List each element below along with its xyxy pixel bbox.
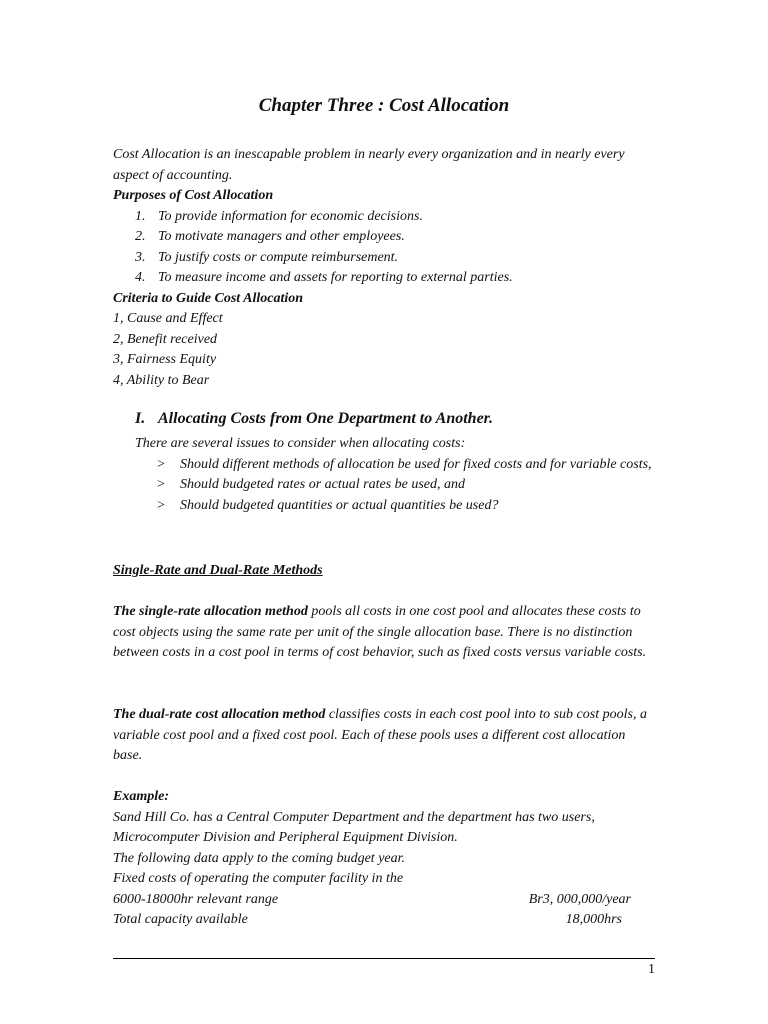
intro-block: [113, 145, 643, 391]
list-number: 2.: [135, 229, 146, 244]
section-body: [113, 434, 653, 516]
criteria-list: [113, 309, 643, 391]
criteria-item: 2, Benefit received: [113, 331, 218, 347]
criteria-item: 3, Fairness Equity: [113, 352, 217, 367]
list-item: [113, 268, 643, 289]
section-heading: [113, 410, 653, 434]
bullet-marker: >: [157, 456, 165, 472]
list-text: Should different methods of allocation be used for fixed costs and for variable costs,: [180, 456, 652, 472]
list-text: To measure income and assets for reporting to external parties.: [158, 270, 513, 285]
intro-paragraph: Cost Allocation is an inescapable problem in nearly every organization and in nearly every aspect of accounting.: [113, 147, 625, 183]
purposes-list: [113, 207, 643, 289]
bullet-marker: >: [157, 497, 165, 513]
page-number: 1: [648, 962, 655, 977]
list-text: Should budgeted rates or actual rates be used, and: [180, 477, 466, 492]
data-row: [113, 910, 653, 931]
example-line: The following data apply to the coming budget year.: [113, 850, 406, 866]
dual-rate-term: The dual-rate cost allocation method: [113, 707, 326, 722]
single-rate-term: The single-rate allocation method: [113, 604, 308, 619]
row-value: 18,000hrs: [565, 912, 622, 927]
section-numeral: I.: [135, 410, 146, 427]
example-line: Fixed costs of operating the computer facility in the: [113, 871, 404, 886]
list-item: [135, 496, 653, 517]
single-rate-text: pools all costs in one cost pool and allocates these costs to cost objects using the same rate per unit of the single allocation base. There is no distinction between costs in a cost pool in terms of cost behavior, such as fixed costs versus variable costs.: [113, 604, 647, 660]
list-item: [113, 207, 643, 228]
list-text: Should budgeted quantities or actual quantities be used?: [180, 497, 499, 513]
list-text: To provide information for economic decisions.: [158, 208, 423, 224]
bullet-marker: >: [157, 477, 165, 492]
criteria-item: 4, Ability to Bear: [113, 372, 210, 388]
criteria-heading: Criteria to Guide Cost Allocation: [113, 290, 304, 306]
list-number: 1.: [135, 208, 146, 224]
dual-rate-paragraph: [113, 705, 653, 767]
list-number: 4.: [135, 270, 146, 285]
section-title: Allocating Costs from One Department to Another.: [158, 410, 494, 427]
example-block: [113, 787, 653, 931]
list-number: 3.: [135, 249, 146, 265]
chapter-title: Chapter Three : Cost Allocation: [258, 95, 510, 116]
list-text: To justify costs or compute reimbursement.: [158, 249, 399, 265]
list-item: [135, 475, 653, 496]
footer-divider: [113, 958, 655, 959]
list-text: To motivate managers and other employees.: [158, 229, 405, 244]
list-item: [113, 248, 643, 269]
criteria-item: 1, Cause and Effect: [113, 311, 223, 326]
section-one: [113, 410, 653, 516]
example-heading: Example:: [113, 789, 169, 804]
purposes-heading: Purposes of Cost Allocation: [113, 188, 274, 203]
data-row: [113, 890, 653, 911]
example-line: Sand Hill Co. has a Central Computer Department and the department has two users, Microcomputer Division and Peripheral Equipment Division.: [113, 809, 595, 845]
row-label: 6000-18000hr relevant range: [113, 891, 279, 907]
section-lead: There are several issues to consider when allocating costs:: [135, 436, 466, 451]
single-dual-heading: Single-Rate and Dual-Rate Methods: [113, 563, 323, 578]
row-label: Total capacity available: [113, 912, 248, 927]
list-item: [135, 455, 653, 476]
single-rate-paragraph: [113, 602, 653, 664]
list-item: [113, 227, 643, 248]
dual-rate-text: classifies costs in each cost pool into to sub cost pools, a variable cost pool and a fixed cost pool. Each of these pools uses a different cost allocation base.: [113, 707, 647, 763]
issues-list: [135, 455, 653, 517]
row-value: Br3, 000,000/year: [528, 891, 631, 907]
